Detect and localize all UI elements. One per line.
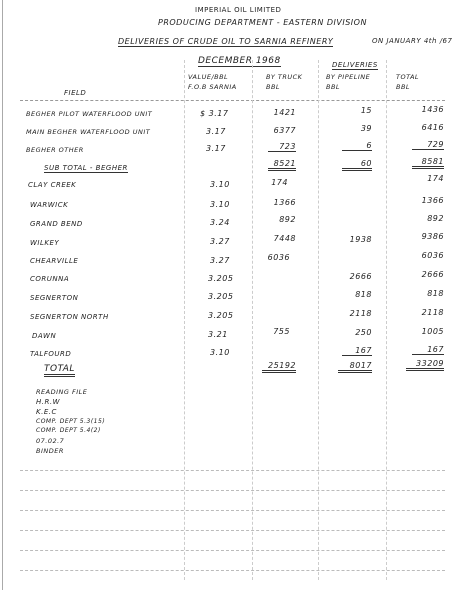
row-total: 6416: [421, 123, 444, 132]
row-truck: 892: [279, 215, 296, 224]
total-total: 33209: [406, 359, 444, 371]
row-total: 174: [427, 174, 444, 183]
note-line: K.E.C: [36, 408, 57, 416]
row-value: 3.27: [210, 256, 230, 265]
row-value: 3.205: [208, 274, 234, 283]
row-field: GRAND BEND: [30, 220, 83, 228]
field-column-header: FIELD: [64, 89, 87, 97]
value-column-header: VALUE/BBL F.O.B SARNIA: [188, 73, 237, 91]
page-left-edge-shadow: [2, 0, 3, 590]
row-value: 3.205: [208, 292, 234, 301]
ledger-line: [20, 470, 445, 471]
row-pipeline: 1938: [349, 235, 372, 244]
ledger-line: [20, 550, 445, 551]
header-divider: [20, 100, 445, 101]
row-pipeline: 39: [360, 124, 372, 133]
row-truck: 1421: [273, 108, 296, 117]
document-title: DELIVERIES OF CRUDE OIL TO SARNIA REFINERY: [118, 37, 334, 46]
row-total: 892: [427, 214, 444, 223]
row-value: 3.10: [210, 348, 230, 357]
row-value: 3.21: [208, 330, 228, 339]
total-label: TOTAL: [44, 364, 75, 377]
row-field: SEGNERTON NORTH: [30, 313, 109, 321]
row-total: 6036: [421, 251, 444, 260]
row-pipeline: 2666: [349, 272, 372, 281]
row-truck: 1366: [273, 198, 296, 207]
note-line: READING FILE: [36, 388, 88, 396]
row-value: 3.24: [210, 218, 230, 227]
row-field: WARWICK: [30, 201, 69, 209]
deliveries-heading: DELIVERIES: [332, 61, 378, 69]
total-pipeline: 8017: [338, 361, 372, 373]
row-field: BEGHER OTHER: [26, 146, 84, 154]
row-field: WILKEY: [30, 239, 60, 247]
note-line: BINDER: [36, 447, 64, 455]
row-field: SEGNERTON: [30, 294, 79, 302]
row-field: MAIN BEGHER WATERFLOOD UNIT: [26, 128, 151, 136]
ledger-line: [20, 490, 445, 491]
row-total: 9386: [421, 232, 444, 241]
row-pipeline: 6: [342, 141, 372, 151]
row-total: 729: [412, 140, 444, 150]
document-date: ON JANUARY 4th /67: [372, 37, 453, 45]
row-value: 3.27: [210, 237, 230, 246]
row-field: CLAY CREEK: [28, 181, 77, 189]
note-line: COMP. DEPT 5.4(2): [36, 427, 101, 434]
ledger-line: [20, 570, 445, 571]
row-value: 3.205: [208, 311, 234, 320]
row-total: 8581: [412, 157, 444, 169]
row-truck: 6377: [273, 126, 296, 135]
row-pipeline: 167: [342, 346, 372, 356]
row-total: 818: [427, 289, 444, 298]
row-value: 3.10: [210, 200, 230, 209]
row-field: DAWN: [32, 332, 57, 340]
ledger-line: [20, 530, 445, 531]
row-value: 3.10: [210, 180, 230, 189]
row-pipeline: 250: [355, 328, 372, 337]
row-pipeline: 818: [355, 290, 372, 299]
ledger-line: [20, 510, 445, 511]
row-total: 1366: [421, 196, 444, 205]
row-value: 3.17: [206, 144, 226, 153]
row-field: CHEARVILLE: [30, 257, 79, 265]
row-field: CORUNNA: [30, 275, 70, 283]
row-pipeline: 15: [360, 106, 372, 115]
row-pipeline: 60: [342, 159, 372, 171]
column-divider: [318, 60, 319, 580]
row-truck: 8521: [268, 159, 296, 171]
row-truck: 723: [268, 142, 296, 152]
row-field: TALFOURD: [30, 350, 72, 358]
row-value: $ 3.17: [200, 109, 229, 118]
pipeline-column-header: BY PIPELINE BBL: [326, 73, 371, 91]
row-field: BEGHER PILOT WATERFLOOD UNIT: [26, 110, 153, 118]
column-divider: [386, 60, 387, 580]
period-heading: DECEMBER 1968: [198, 56, 281, 66]
row-truck: 174: [271, 178, 288, 187]
column-divider: [184, 60, 185, 580]
row-total: 1436: [421, 105, 444, 114]
column-divider: [252, 60, 253, 580]
row-truck: 7448: [273, 234, 296, 243]
row-pipeline: 2118: [349, 309, 372, 318]
truck-column-header: BY TRUCK BBL: [266, 73, 303, 91]
total-truck: 25192: [262, 361, 296, 373]
company-name: IMPERIAL OIL LIMITED: [195, 6, 282, 14]
department-name: PRODUCING DEPARTMENT - EASTERN DIVISION: [158, 18, 367, 27]
note-line: H.R.W: [36, 398, 60, 406]
note-line: COMP. DEPT 5.3(15): [36, 418, 106, 425]
row-value: 3.17: [206, 127, 226, 136]
total-column-header: TOTAL BBL: [396, 73, 420, 91]
row-total: 1005: [421, 327, 444, 336]
note-line: 07.02.7: [36, 437, 65, 445]
row-truck: 6036: [267, 253, 290, 262]
row-truck: 755: [273, 327, 290, 336]
row-total: 167: [412, 345, 444, 355]
row-total: 2666: [421, 270, 444, 279]
row-total: 2118: [421, 308, 444, 317]
subtotal-label: SUB TOTAL - BEGHER: [44, 164, 128, 172]
